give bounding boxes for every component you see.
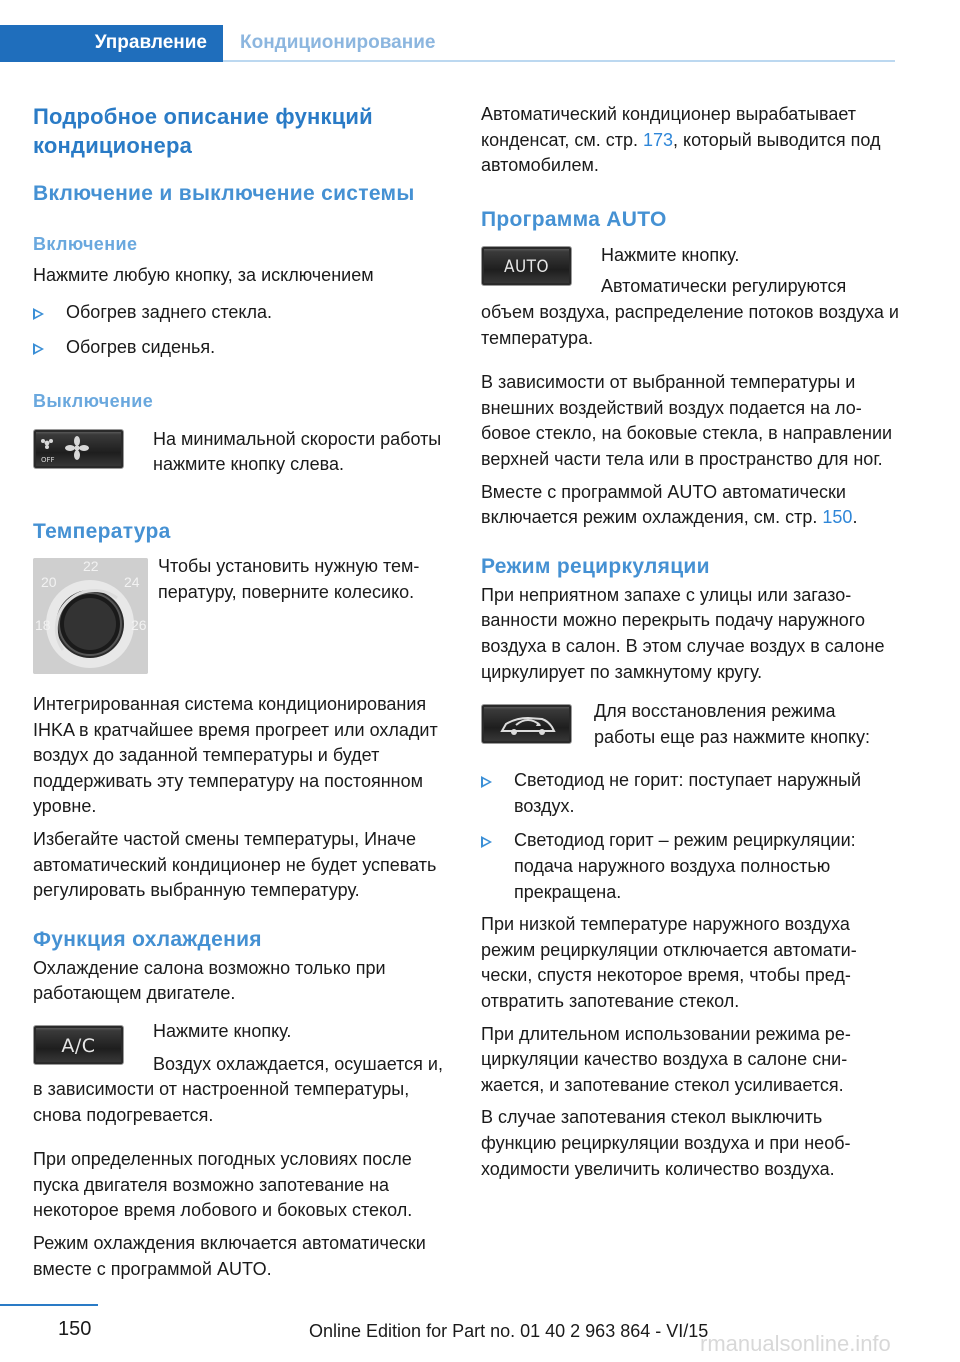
recirculation-block [481,699,901,750]
cooling-paragraph: При определенных погодных условиях после пуска двигателя возможно запотевание на некоторое время лобового и боковых стекол. [33,1149,413,1221]
recirculation-button-image [481,704,572,744]
footer-rule [0,1304,98,1306]
right-column [481,102,901,1182]
auto-button-image [481,246,572,286]
list-item [481,828,901,905]
page-link-173[interactable]: 173 [642,129,674,150]
section-recirculation-heading: Режим рециркуляции [481,554,710,578]
condensate-paragraph [481,102,901,179]
page-number: 150 [58,1318,92,1340]
edition-text: Online Edition for Part no. 01 40 2 963 864 - VI/15 [309,1321,709,1341]
bullet-text: Светодиод не горит: поступает наружный воздух. [514,770,862,816]
cooling-paragraph: Охлаждение салона возможно только при работающем двигателе. [33,957,386,1004]
recirculation-paragraph: При неприятном запахе с улицы или загазованности можно перекрыть подачу наружного воздуха в салон. В этом случае воздух в салоне циркулирует по замкнутому кругу. [481,584,885,682]
triangle-bullet-icon [481,776,492,788]
ac-press-text: Нажмите кнопку. [153,1020,292,1041]
ac-block [33,1019,453,1128]
ac-button-image [33,1025,124,1065]
off-block [33,427,453,478]
auto-block [481,243,901,351]
recirculation-paragraph: При длительном использовании режима рециркуляции качество воздуха в салоне снижается, и запотевание стекол усиливается. [481,1023,851,1095]
text-span: Вместе с программой AUTO автоматически включается режим охлаждения, см. стр. [481,481,846,528]
recirculation-paragraph: При низкой температуре наружного воздуха режим рециркуляции отключается автоматически, спустя некоторое время, чтобы предотвратить запотевание стекол. [481,914,857,1012]
watermark: rmanualsonline.info [700,1331,891,1356]
triangle-bullet-icon [33,343,44,355]
svg-text:OFF: OFF [41,455,55,464]
section-cooling-heading: Функция охлаждения [33,927,262,951]
triangle-bullet-icon [481,836,492,848]
dial-label: 24 [124,573,140,590]
tab-control-label: Управление [94,32,207,53]
header-tabs [0,25,895,62]
temperature-block [33,554,453,674]
fan-off-icon [34,430,125,470]
auto-paragraph: В зависимости от выбранной температуры и внешних воздействий воздух подается на лобовое стекло, на боковые стекла, в направлении верхней части тела или в пространство для ног. [481,372,893,469]
triangle-bullet-icon [33,308,44,320]
ac-button-label: A/C [61,1034,96,1057]
auto-button-label: AUTO [503,256,550,277]
cooling-paragraph: Воздух охлаждается, осушается и, в зависимости от настроенной температуры, снова подогревается. [33,1053,443,1125]
recirculation-paragraph: В случае запотевания стекол выключить функцию рециркуляции воздуха и при необходимости увеличить количество воздуха. [481,1107,851,1179]
bullet-text: Обогрев заднего стекла. [66,301,273,322]
list-item [33,335,453,361]
tab-air-conditioning[interactable]: Кондиционирование [240,32,436,53]
bullet-text: Светодиод горит – режим рециркуляции: подача наружного воздуха полностью прекращена. [514,830,856,902]
tab-control[interactable] [0,25,223,62]
dial-label: 18 [35,616,51,633]
auto-paragraph: Автоматически регулируются объем воздуха, распределение потоков воздуха и температура. [481,276,899,348]
auto-press-text: Нажмите кнопку. [601,244,740,265]
dial-label: 22 [83,557,99,574]
section-on-off-heading: Включение и выключение системы [33,182,415,205]
text-span: . [852,507,858,528]
section-auto-heading: Программа AUTO [481,207,667,231]
temperature-paragraph: Избегайте частой смены температуры, Иначе автоматический кондиционер не будет успевать регулировать выбранную температуру. [33,828,437,901]
section-temperature-heading: Температура [33,519,171,543]
left-column [33,102,453,1282]
list-item [33,300,453,326]
text-span: , который выводится под автомобилем. [481,129,881,176]
temperature-dial-image [33,558,148,674]
temperature-text: Чтобы установить нужную температуру, поверните колесико. [158,555,420,602]
on-text: Нажмите любую кнопку, за исключением [33,265,374,285]
cooling-paragraph: Режим охлаждения включается автоматически вместе с программой AUTO. [33,1233,426,1279]
recirculation-car-icon [482,705,573,745]
off-text: На минимальной скорости работы нажмите кнопку слева. [153,428,442,475]
text-span: Автоматический кондиционер вырабатывает конденсат, см. стр. [481,104,857,150]
recirculation-button-text: Для восстановления режима работы еще раз нажмите кнопку: [594,701,870,747]
page-link-150[interactable]: 150 [822,507,853,528]
list-item [481,768,901,819]
subsection-off-heading: Выключение [33,390,154,411]
temperature-paragraph: Интегрированная система кондиционирования IHKA в кратчайшее время прогреет или охладит воздух до заданной температуры и будет поддерживать эту температуру на постоянном уровне. [33,693,438,817]
subsection-on-heading: Включение [33,234,138,254]
dial-label: 26 [131,616,147,633]
dial-label: 20 [41,573,57,590]
auto-paragraph [481,480,901,531]
page-title: Подробное описание функций кондиционера [33,104,373,158]
fan-off-button-image [33,429,124,469]
bullet-text: Обогрев сиденья. [66,337,216,358]
